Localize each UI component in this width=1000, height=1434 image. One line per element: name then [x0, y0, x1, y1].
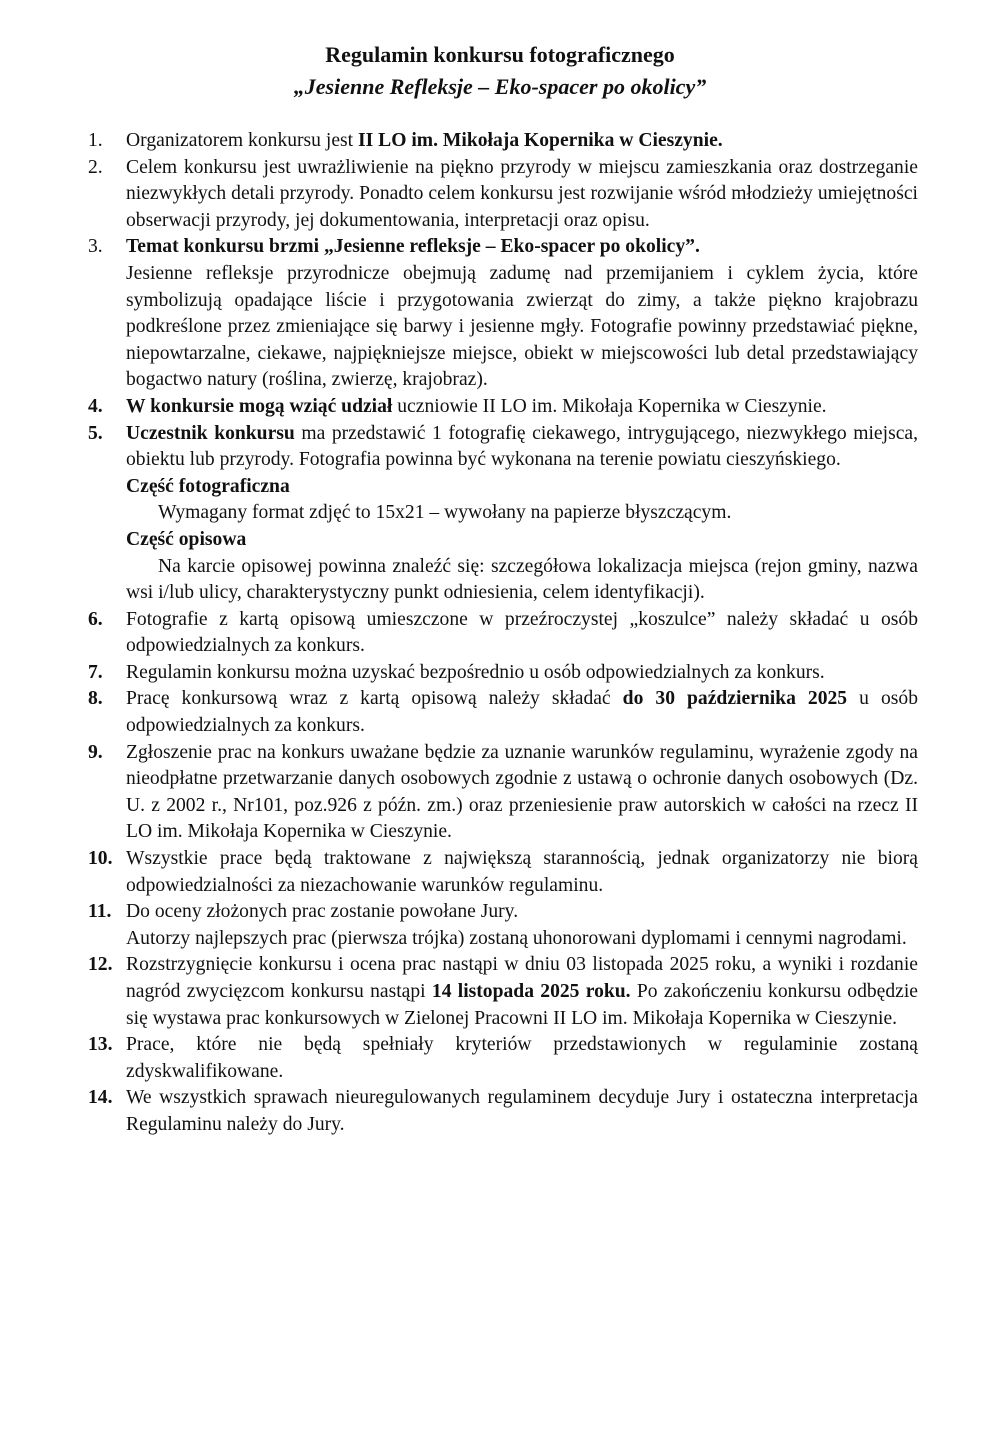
rule-number: 8. [88, 688, 103, 710]
rule-item-13: 13. Prace, które nie będą spełniały kryteriów przedstawionych w regulaminie zostaną zdyskwalifikowane. [88, 1034, 918, 1082]
section-heading-description: Część opisowa [126, 528, 247, 550]
rule-item-4: 4. W konkursie mogą wziąć udział uczniowie II LO im. Mikołaja Kopernika w Cieszynie. [88, 394, 918, 421]
rule-item-12: 12. Rozstrzygnięcie konkursu i ocena prac nastąpi w dniu 03 listopada 2025 roku, a wyniki i rozdanie nagród zwycięzcom konkursu nastąpi 14 listopada 2025 roku. Po zakończeniu konkursu odbędzie się wystawa prac konkursowych w Zielonej Pracowni II LO im. Mikołaja Kopernika w Cieszynie. [88, 954, 918, 1029]
rule-item-11: 11. Do oceny złożonych prac zostanie powołane Jury. Autorzy najlepszych prac (pierwsza trójka) zostaną uhonorowani dyplomami i cennymi nagrodami. [88, 901, 907, 949]
rule-item-14: 14. We wszystkich sprawach nieuregulowanych regulaminem decyduje Jury i ostateczna interpretacja Regulaminu należy do Jury. [88, 1087, 918, 1135]
rule-item-6: 6. Fotografie z kartą opisową umieszczone w przeźroczystej „koszulce” należy składać u osób odpowiedzialnych za konkurs. [88, 608, 918, 657]
rule-number: 14. [88, 1087, 113, 1109]
rule-item-2: 2. Celem konkursu jest uwrażliwienie na piękno przyrody w miejscu zamieszkania oraz dostrzeganie niezwykłych detali przyrody. Ponadto celem konkursu jest rozwijanie wśród młodzieży umiejętności obserwacji przyrody, jej dokumentowania, interpretacji oraz opisu. [88, 156, 918, 231]
rules-list [88, 128, 918, 1139]
rule-number: 2. [88, 156, 103, 178]
rule-number: 9. [88, 741, 103, 763]
rule-number: 10. [88, 848, 113, 870]
rule-item-3: 3. Temat konkursu brzmi „Jesienne refleksje – Eko-spacer po okolicy”. Jesienne refleksje przyrodnicze obejmują zadumę nad przemijaniem i cyklem życia, które symbolizują opadające liście i przygotowania zwierząt do zimy, a także piękno krajobrazu podkreślone przez zmieniające się barwy i jesienne mgły. Fotografie powinny przedstawiać piękne, niepowtarzalne, ciekawe, najpiękniejsze miejsce, obiekt w miejscowości lub detal przedstawiający bogactwo natury (roślina, zwierzę, krajobraz). [88, 236, 918, 391]
rule-item-9: 9. Zgłoszenie prac na konkurs uważane będzie za uznanie warunków regulaminu, wyrażenie zgody na nieodpłatne przetwarzanie danych osobowych zgodnie z ustawą o ochronie danych osobowych (Dz. U. z 2002 r., Nr101, poz.926 z późn. zm.) oraz przeniesienie praw autorskich w całości na rzecz II LO im. Mikołaja Kopernika w Cieszynie. [88, 741, 918, 843]
document-title: Regulamin konkursu fotograficznego [325, 42, 675, 67]
rule-item-1: 1. Organizatorem konkursu jest II LO im. Mikołaja Kopernika w Cieszynie. [88, 128, 918, 155]
rule-number: 4. [88, 395, 103, 417]
rule-number: 3. [88, 236, 103, 258]
rule-item-5: 5. Uczestnik konkursu ma przedstawić 1 fotografię ciekawego, intrygującego, niezwykłego miejsca, obiektu lub przyrody. Fotografia powinna być wykonana na terenie powiatu cieszyńskiego. Część fotograficzna Wymagany format zdjęć to 15x21 – wywołany na papierze błyszczącym. Część opisowa Na karcie opisowej powinna znaleźć się: szczegółowa lokalizacja miejsca (rejon gminy, nazwa wsi i/lub ulicy, charakterystyczny punkt odniesienia, celem identyfikacji). [88, 422, 918, 604]
contest-theme: Temat konkursu brzmi „Jesienne refleksje – Eko-spacer po okolicy”. [126, 236, 700, 258]
rule-number: 6. [88, 608, 103, 630]
rule-number: 11. [88, 901, 112, 923]
document-subtitle: „Jesienne Refleksje – Eko-spacer po okolicy” [293, 74, 707, 99]
rule-number: 12. [88, 954, 113, 976]
rule-number: 13. [88, 1034, 113, 1056]
rule-item-7: 7. Regulamin konkursu można uzyskać bezpośrednio u osób odpowiedzialnych za konkurs. [88, 660, 918, 687]
rule-item-8: 8. Pracę konkursową wraz z kartą opisową należy składać do 30 października 2025 u osób odpowiedzialnych za konkurs. [88, 688, 918, 737]
section-heading-photo: Część fotograficzna [126, 475, 290, 497]
award-date: 14 listopada 2025 roku. [431, 981, 631, 1002]
rule-number: 5. [88, 422, 103, 444]
rule-number: 1. [88, 130, 103, 151]
deadline: do 30 października 2025 [622, 688, 848, 710]
rule-number: 7. [88, 661, 103, 683]
rule-item-10: 10. Wszystkie prace będą traktowane z największą starannością, jednak organizatorzy nie biorą odpowiedzialności za niezachowanie warunków regulaminu. [88, 848, 918, 896]
